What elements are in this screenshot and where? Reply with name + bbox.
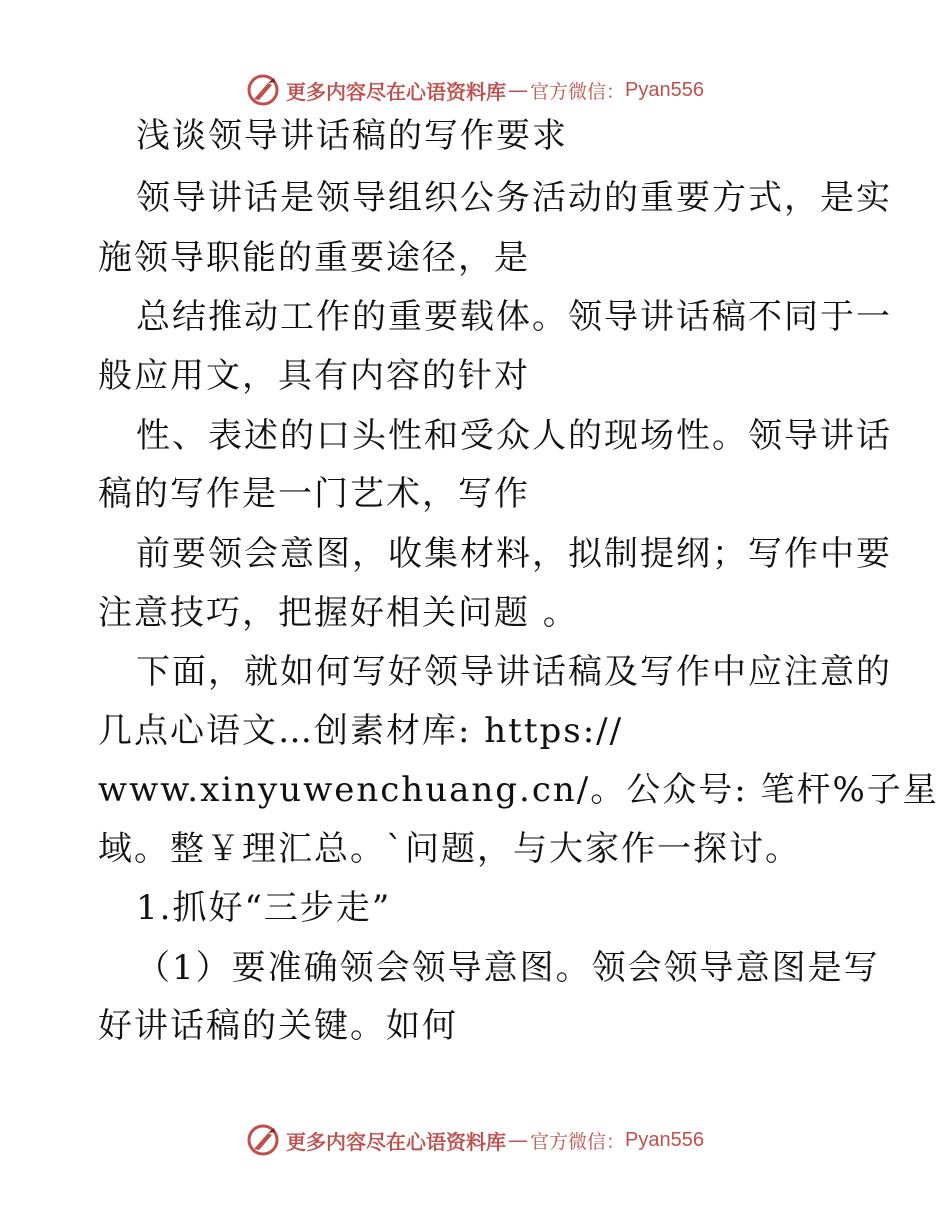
header-watermark — [0, 70, 950, 110]
footer-watermark — [0, 1120, 950, 1160]
watermark-wechat-id: Pyan556 — [625, 1128, 704, 1151]
watermark-brand-text: 更多内容尽在心语资料库 — [286, 79, 506, 104]
text-line: 领导讲话是领导组织公务活动的重要方式，是实 — [136, 178, 892, 218]
watermark-brand-text: 更多内容尽在心语资料库 — [286, 1129, 506, 1154]
text-line: 稿的写作是一门艺术，写作 — [98, 474, 530, 514]
text-line: 总结推动工作的重要载体。领导讲话稿不同于一 — [136, 297, 892, 337]
text-line: 前要领会意图，收集材料，拟制提纲；写作中要 — [136, 534, 892, 574]
text-line: 施领导职能的重要途径，是 — [98, 238, 530, 278]
document-title: 浅谈领导讲话稿的写作要求 — [136, 116, 568, 156]
quill-logo-icon — [246, 73, 280, 107]
watermark-official-label: 官方微信： — [530, 80, 626, 103]
text-line: 般应用文，具有内容的针对 — [98, 356, 530, 396]
quill-logo-icon — [246, 1123, 280, 1157]
text-line: 域。整￥理汇总。`问题，与大家作一探讨。 — [98, 829, 801, 869]
watermark-wechat-id: Pyan556 — [625, 78, 704, 101]
watermark-official-label: 官方微信： — [530, 1130, 626, 1153]
text-line: （1）要准确领会领导意图。领会领导意图是写 — [136, 948, 880, 988]
watermark-separator: — — [508, 78, 528, 102]
text-line: 性、表述的口头性和受众人的现场性。领导讲话 — [136, 416, 892, 456]
text-line: 下面，就如何写好领导讲话稿及写作中应注意的 — [136, 652, 892, 692]
text-line: 注意技巧，把握好相关问题 。 — [98, 593, 579, 633]
watermark-separator: — — [508, 1128, 528, 1152]
section-heading: 1.抓好“三步走” — [136, 888, 392, 928]
text-line: www.xinyuwenchuang.cn/。公众号: 笔杆%子星 — [98, 770, 939, 810]
text-line: 好讲话稿的关键。如何 — [98, 1006, 458, 1046]
text-line: 几点心语文…创素材库: https:// — [98, 711, 624, 751]
